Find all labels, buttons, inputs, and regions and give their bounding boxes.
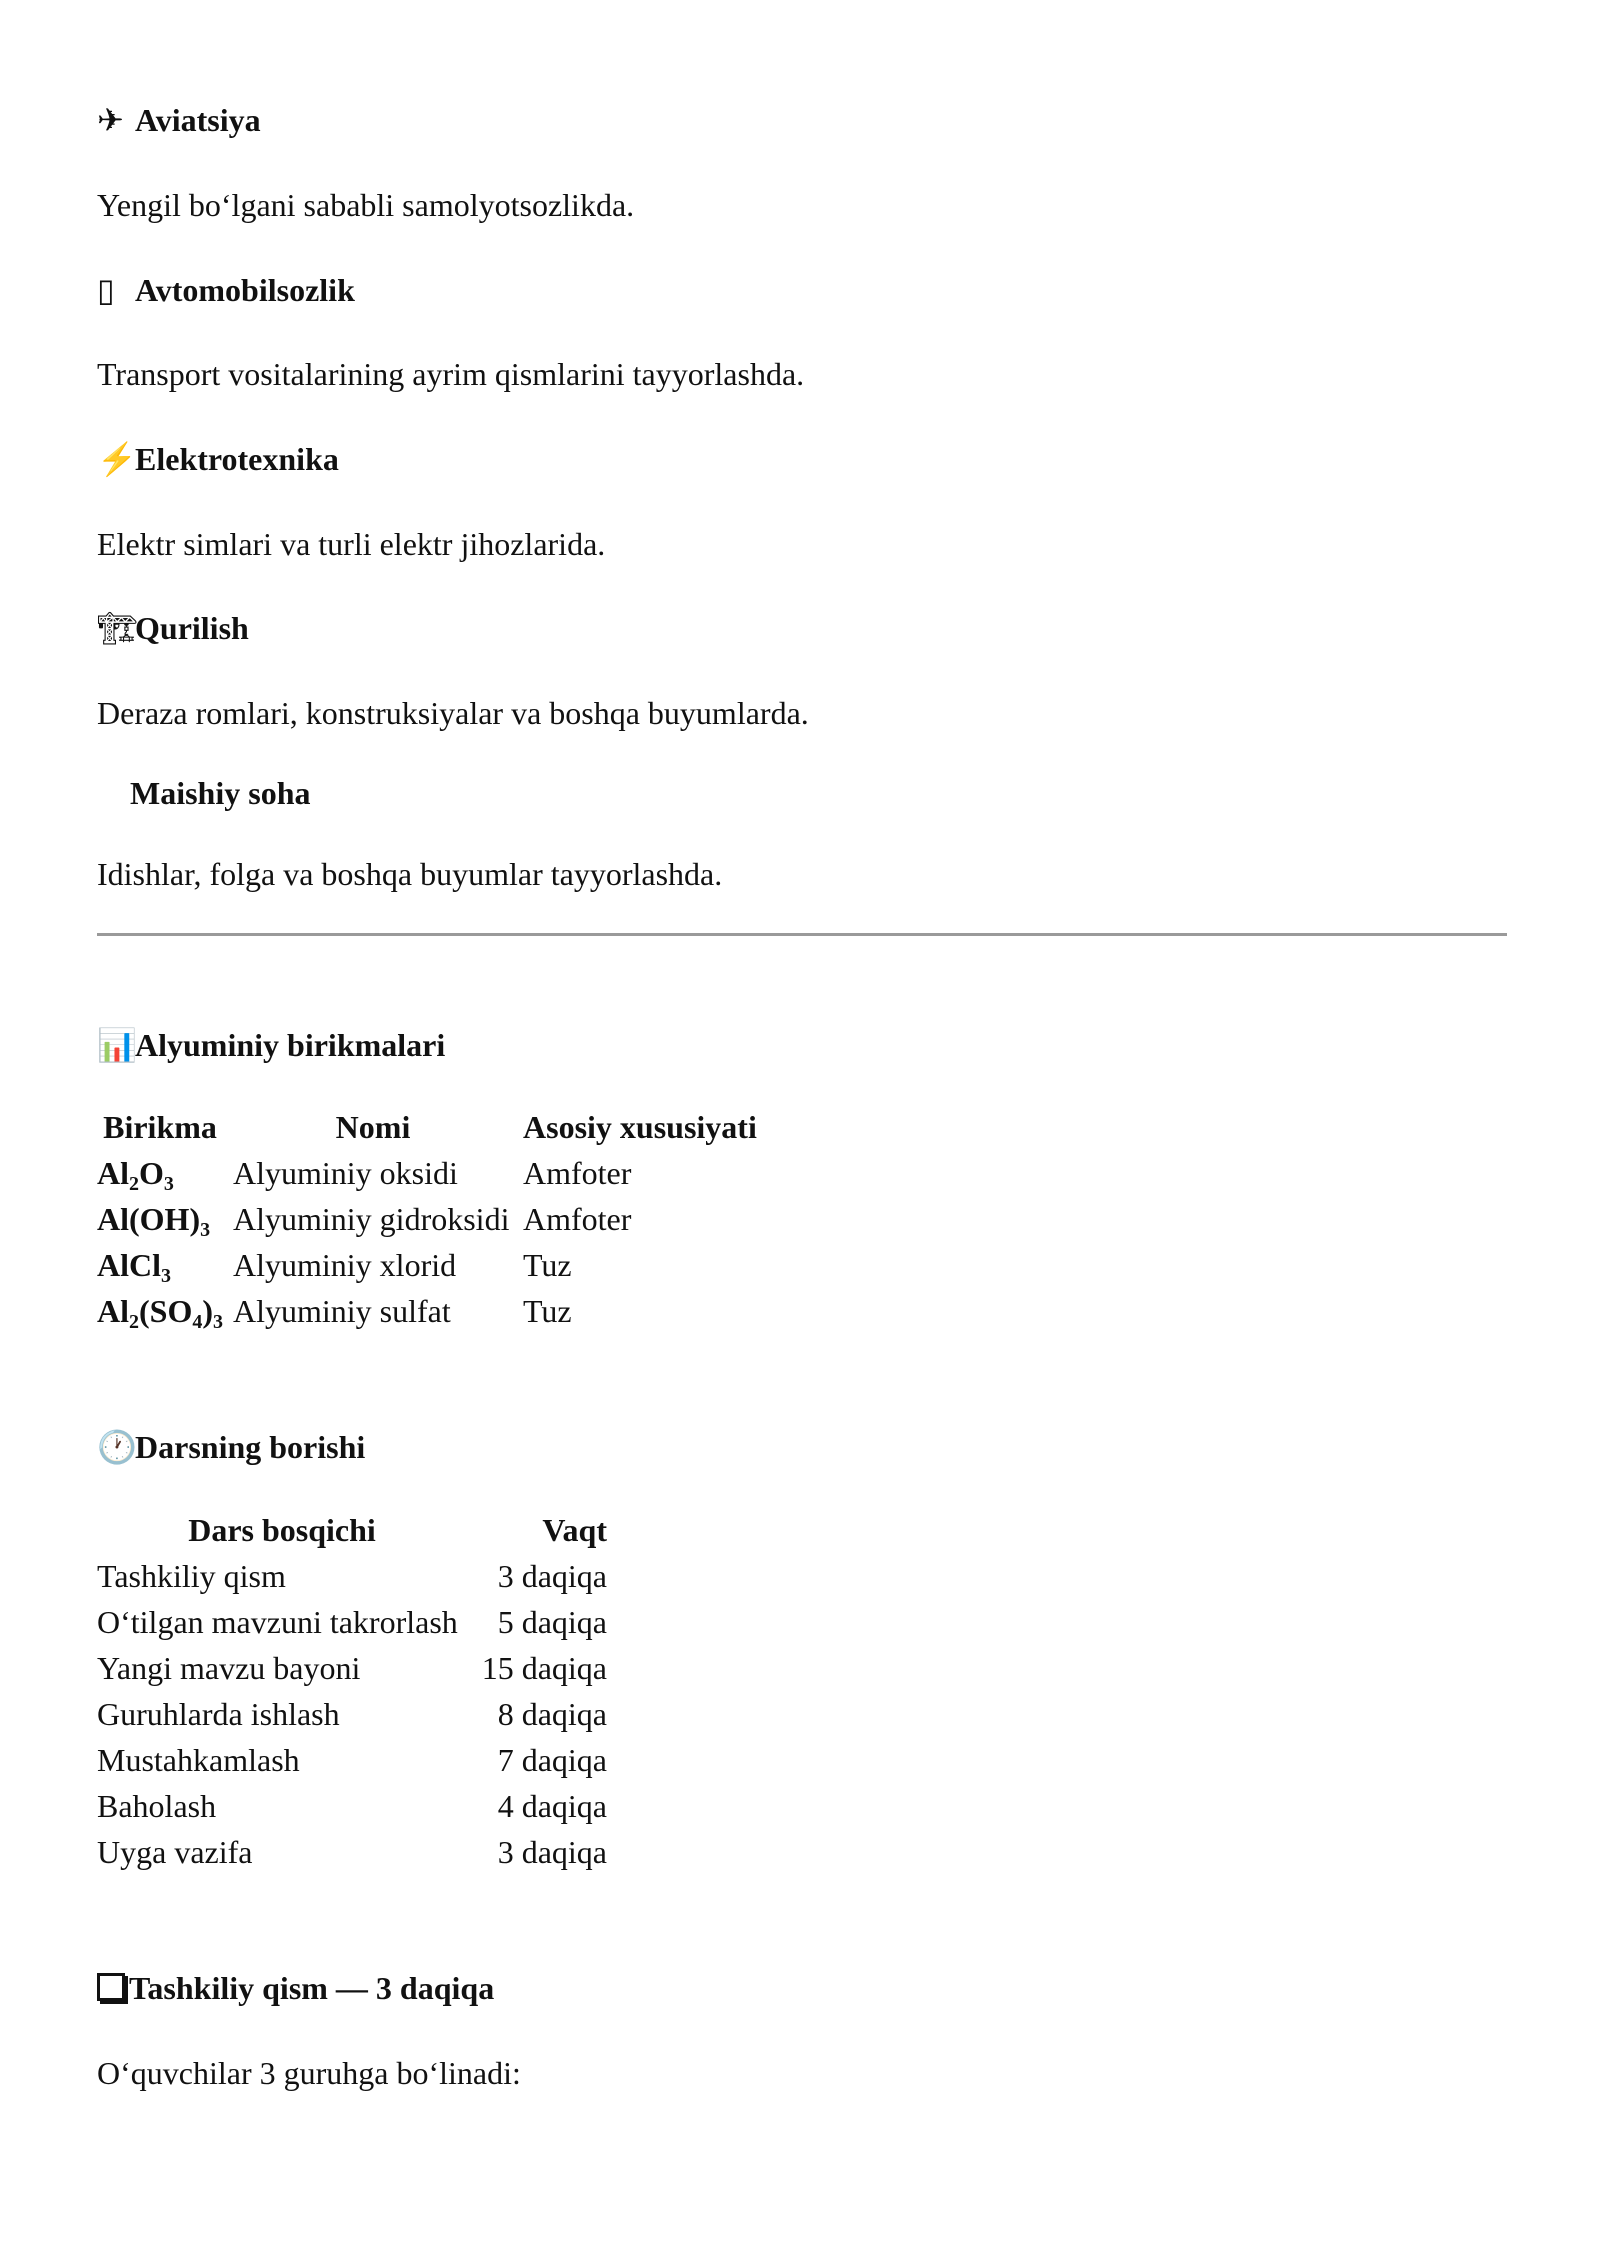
table-row (97, 1288, 767, 1334)
lesson-stage: Baholash (97, 1788, 217, 1824)
column-header-birikma: Birikma (103, 1109, 217, 1145)
compounds-table (97, 1104, 767, 1334)
lesson-stage: Mustahkamlash (97, 1742, 300, 1778)
table-row (97, 1599, 617, 1645)
heading-qurilish: 🏗Qurilish (97, 610, 249, 646)
car-icon: ▯ (97, 272, 115, 308)
lesson-time: 5 daqiqa (497, 1604, 607, 1640)
lesson-time: 3 daqiqa (497, 1558, 607, 1594)
lesson-stage: Guruhlarda ishlash (97, 1696, 340, 1732)
compound-name: Alyuminiy sulfat (233, 1293, 451, 1329)
heading-darsning-borishi: 🕐Darsning borishi (97, 1429, 366, 1465)
heading-avtomobilsozlik: ▯ Avtomobilsozlik (97, 272, 355, 308)
compound-formula: $Al(OH)_3$ (97, 1201, 211, 1241)
compound-property: Tuz (523, 1247, 572, 1283)
compound-name: Alyuminiy xlorid (233, 1247, 457, 1283)
lesson-time: 3 daqiqa (497, 1834, 607, 1870)
compound-property: Amfoter (523, 1201, 632, 1237)
bar-chart-icon: 📊 (97, 1027, 137, 1063)
table-row (97, 1691, 617, 1737)
paragraph-maishiy-soha: Idishlar, folga va boshqa buyumlar tayyorlashda. (97, 856, 723, 892)
table-row (97, 1783, 617, 1829)
table-row (97, 1737, 617, 1783)
table-row (97, 1196, 767, 1242)
lesson-stage: Tashkiliy qism (97, 1558, 286, 1594)
lesson-plan-table (97, 1507, 617, 1875)
compound-formula: AlCl$_3$ (97, 1247, 171, 1287)
lesson-stage: Yangi mavzu bayoni (97, 1650, 361, 1686)
column-header-nomi: Nomi (335, 1109, 411, 1145)
table-header-row (97, 1507, 617, 1553)
lightning-icon: ⚡ (97, 441, 137, 477)
paragraph-tashkiliy-qism: O‘quvchilar 3 guruhga bo‘linadi: (97, 2055, 521, 2091)
compound-name: Alyuminiy oksidi (233, 1155, 458, 1191)
heading-aviatsiya: ✈ Aviatsiya (97, 102, 261, 138)
lesson-time: 8 daqiqa (497, 1696, 607, 1732)
heading-tashkiliy-qism: Tashkiliy qism — 3 daqiqa (97, 1972, 494, 2004)
lesson-time: 15 daqiqa (481, 1650, 607, 1686)
compound-formula: $Al_2(SO_4)_3$ (97, 1293, 223, 1333)
paragraph-elektrotexnika: Elektr simlari va turli elektr jihozlarida. (97, 526, 606, 562)
square-icon (97, 1973, 125, 2001)
lesson-time: 7 daqiqa (497, 1742, 607, 1778)
lesson-time: 4 daqiqa (497, 1788, 607, 1824)
lesson-stage: Uyga vazifa (97, 1834, 253, 1870)
table-row (97, 1829, 617, 1875)
airplane-icon: ✈ (97, 102, 124, 138)
heading-alyuminiy-birikmalari: 📊Alyuminiy birikmalari (97, 1027, 446, 1063)
compound-property: Amfoter (523, 1155, 632, 1191)
compound-property: Tuz (523, 1293, 572, 1329)
table-row (97, 1242, 767, 1288)
column-header-dars-bosqichi: Dars bosqichi (188, 1512, 376, 1548)
column-header-xususiyat: Asosiy xususiyati (523, 1109, 757, 1145)
horizontal-divider (97, 933, 1507, 936)
heading-elektrotexnika: ⚡Elektrotexnika (97, 441, 339, 477)
table-row (97, 1150, 767, 1196)
column-header-vaqt: Vaqt (542, 1512, 607, 1548)
building-construction-icon: 🏗 (97, 610, 138, 646)
table-header-row (97, 1104, 767, 1150)
table-row (97, 1645, 617, 1691)
lesson-stage: O‘tilgan mavzuni takrorlash (97, 1604, 458, 1640)
compound-formula: $Al_2O_3$ (97, 1155, 174, 1195)
paragraph-aviatsiya: Yengil bo‘lgani sababli samolyotsozlikda. (97, 187, 635, 223)
heading-maishiy-soha: Maishiy soha (130, 775, 311, 811)
paragraph-qurilish: Deraza romlari, konstruksiyalar va boshqa buyumlarda. (97, 695, 809, 731)
table-row (97, 1553, 617, 1599)
compound-name: Alyuminiy gidroksidi (233, 1201, 510, 1237)
paragraph-avtomobilsozlik: Transport vositalarining ayrim qismlarini tayyorlashda. (97, 356, 805, 392)
clock-icon: 🕐 (97, 1429, 137, 1465)
